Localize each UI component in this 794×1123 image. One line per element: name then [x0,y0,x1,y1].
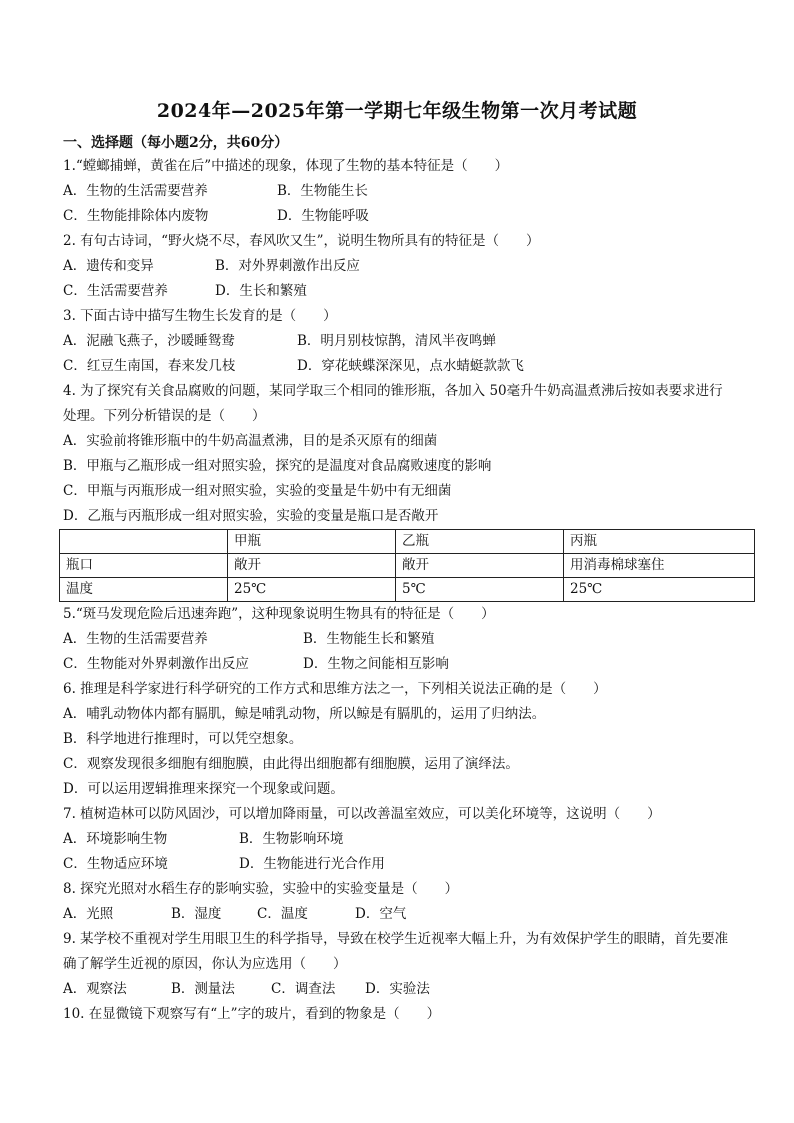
question-1-options-row1 [63,179,735,204]
option-c[interactable]: C．生物能对外界刺激作出反应 [63,656,249,672]
option-a[interactable]: A．泥融飞燕子，沙暖睡鸳鸯 [63,333,235,349]
option-b[interactable]: B．生物影响环境 [239,831,344,847]
experiment-table [59,529,755,602]
question-10-stem: 10. 在显微镜下观察写有“上”字的玻片，看到的物象是（ ） [63,1006,441,1022]
table-cell [60,530,228,554]
table-cell: 温度 [60,578,228,602]
option-b[interactable]: B．甲瓶与乙瓶形成一组对照实验，探究的是温度对食品腐败速度的影响 [63,458,492,474]
option-c[interactable]: C．生物适应环境 [63,856,168,872]
option-c[interactable]: C．红豆生南国，春来发几枝 [63,358,236,374]
question-5-stem: 5.“斑马发现危险后迅速奔跑”，这种现象说明生物具有的特征是（ ） [63,606,495,622]
option-a[interactable]: A．实验前将锥形瓶中的牛奶高温煮沸，目的是杀灭原有的细菌 [63,433,438,449]
option-b[interactable]: B．对外界刺激作出反应 [215,258,360,274]
table-cell: 丙瓶 [564,530,755,554]
option-b[interactable]: B．生物能生长和繁殖 [303,631,435,647]
option-d[interactable]: D．生长和繁殖 [215,283,307,299]
table-cell: 乙瓶 [396,530,564,554]
table-header-row [60,530,755,554]
question-7-options-row1 [63,827,735,852]
question-8-stem: 8. 探究光照对水稻生存的影响实验，实验中的实验变量是（ ） [63,881,459,897]
option-c[interactable]: C．温度 [257,906,308,922]
option-a[interactable]: A．生物的生活需要营养 [63,631,208,647]
page-title: 2024年—2025年第一学期七年级生物第一次月考试题 [156,100,638,122]
option-d[interactable]: D．乙瓶与丙瓶形成一组对照实验，实验的变量是瓶口是否敞开 [63,508,439,524]
question-6-stem: 6. 推理是科学家进行科学研究的工作方式和思维方法之一，下列相关说法正确的是（ ） [63,681,607,697]
question-9-options [63,977,735,1002]
table-cell: 瓶口 [60,554,228,578]
table-cell: 用消毒棉球塞住 [564,554,755,578]
option-a[interactable]: A．遗传和变异 [63,258,154,274]
question-2-options-row1 [63,254,735,279]
table-cell: 25℃ [564,578,755,602]
question-3-options-row2 [63,354,735,379]
option-c[interactable]: C．生物能排除体内废物 [63,208,209,224]
question-3-options-row1 [63,329,735,354]
question-2-options-row2 [63,279,735,304]
option-a[interactable]: A．光照 [63,906,114,922]
question-1-stem: 1.“螳螂捕蝉，黄雀在后”中描述的现象，体现了生物的基本特征是（ ） [63,158,509,174]
table-cell: 敞开 [228,554,396,578]
option-d[interactable]: D．实验法 [365,981,430,997]
option-c[interactable]: C．生活需要营养 [63,283,168,299]
option-a[interactable]: A．观察法 [63,981,127,997]
question-7-options-row2 [63,852,735,877]
table-cell: 甲瓶 [228,530,396,554]
option-c[interactable]: C．甲瓶与丙瓶形成一组对照实验，实验的变量是牛奶中有无细菌 [63,483,452,499]
option-b[interactable]: B．明月别枝惊鹊，清风半夜鸣蝉 [297,333,496,349]
question-1-options-row2 [63,204,735,229]
question-5-options-row2 [63,652,735,677]
option-d[interactable]: D．生物能呼吸 [277,208,369,224]
table-cell: 25℃ [228,578,396,602]
table-row [60,578,755,602]
option-b[interactable]: B．生物能生长 [277,183,368,199]
question-4-stem: 4. 为了探究有关食品腐败的问题，某同学取三个相同的锥形瓶，各加入 50毫升牛奶高温煮沸后按如表要求进行处理。下列分析错误的是（ ） [63,383,723,424]
table-cell: 敞开 [396,554,564,578]
question-8-options [63,902,735,927]
option-b[interactable]: B．科学地进行推理时，可以凭空想象。 [63,731,303,747]
question-9-stem: 9. 某学校不重视对学生用眼卫生的科学指导，导致在校学生近视率大幅上升，为有效保护学生的眼睛，首先要准确了解学生近视的原因，你认为应选用（ ） [63,931,729,972]
question-7-stem: 7. 植树造林可以防风固沙，可以增加降雨量，可以改善温室效应，可以美化环境等，这说明（ ） [63,806,661,822]
question-5-options-row1 [63,627,735,652]
question-3-stem: 3. 下面古诗中描写生物生长发育的是（ ） [63,308,337,324]
option-b[interactable]: B．测量法 [171,981,235,997]
question-2-stem: 2. 有句古诗词，“野火烧不尽，春风吹又生”，说明生物所具有的特征是（ ） [63,233,540,249]
option-d[interactable]: D．空气 [355,906,407,922]
option-d[interactable]: D．生物之间能相互影响 [303,656,449,672]
option-d[interactable]: D．可以运用逻辑推理来探究一个现象或问题。 [63,781,344,797]
option-d[interactable]: D．穿花蛱蝶深深见，点水蜻蜓款款飞 [297,358,524,374]
table-cell: 5℃ [396,578,564,602]
option-a[interactable]: A．哺乳动物体内都有膈肌，鲸是哺乳动物，所以鲸是有膈肌的，运用了归纳法。 [63,706,546,722]
option-a[interactable]: A．环境影响生物 [63,831,168,847]
question-list [63,154,735,1027]
option-b[interactable]: B．湿度 [171,906,222,922]
option-c[interactable]: C．观察发现很多细胞有细胞膜，由此得出细胞都有细胞膜，运用了演绎法。 [63,756,519,772]
option-a[interactable]: A．生物的生活需要营养 [63,183,208,199]
table-row [60,554,755,578]
option-d[interactable]: D．生物能进行光合作用 [239,856,385,872]
section-heading: 一、选择题（每小题2分，共60分） [63,135,289,151]
option-c[interactable]: C．调查法 [271,981,336,997]
